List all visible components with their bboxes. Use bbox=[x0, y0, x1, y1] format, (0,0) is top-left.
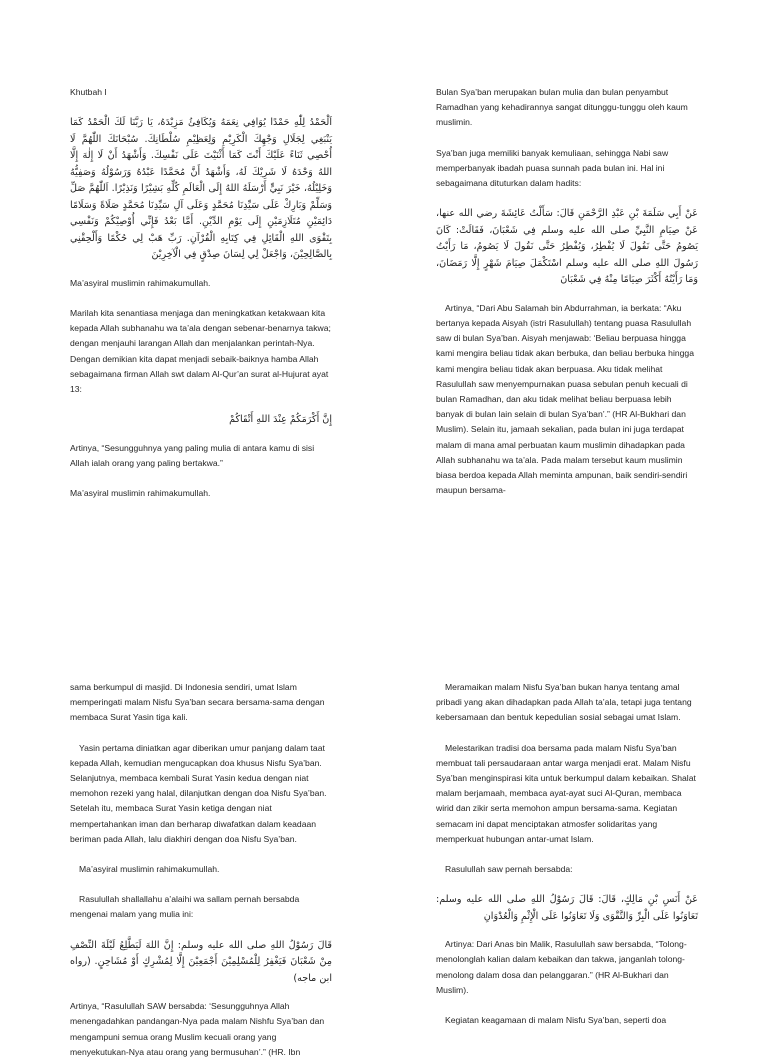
paragraph: Meramaikan malam Nisfu Sya’ban bukan hanya tentang amal pribadi yang akan dihadapkan pada Allah ta’ala, tetapi juga tentang kebersamaan dan bentuk kepedulian sosial sebagai umat Islam. bbox=[436, 682, 692, 723]
greeting-text: Ma’asyiral muslimin rahimakumullah. bbox=[79, 864, 220, 875]
paragraph: Kegiatan keagamaan di malam Nisfu Sya’ban, seperti doa bbox=[445, 1015, 667, 1026]
paragraph: Rasulullah saw pernah bersabda: bbox=[445, 864, 573, 875]
verse-translation: Artinya, “Sesungguhnya yang paling mulia di antara kamu di sisi Allah ialah orang yang paling bertakwa.” bbox=[70, 442, 315, 468]
page1-left-column bbox=[70, 85, 332, 516]
paragraph: Rasulullah shallallahu a’alaihi wa sallam pernah bersabda mengenai malam yang mulia ini: bbox=[70, 894, 300, 920]
greeting-text: Ma’asyiral muslimin rahimakumullah. bbox=[70, 488, 211, 499]
opening-arabic-text: اَلْحَمْدُ لِلّٰهِ حَمْدًا يُوَافِي نِعَمَهُ وَيُكَافِئُ مَزِيْدَهُ، يَا رَبَّنَا لَكَ الْحَمْدُ كَمَا يَنْبَغِي لِجَلَالِ وَجْهِكَ الْكَرِيْمِ وَلِعَظِيْمِ سُلْطَانِكَ. سُبْحَانَكَ اللّٰهُمَّ لَا أُحْصِي ثَنَاءً عَلَيْكَ أَنْتَ كَمَا أَثْنَيْتَ عَلَى نَفْسِكَ. وَأَشْهَدُ أَنْ لَا إِلٰهَ إِلَّا اللهُ وَحْدَهُ لَا شَرِيْكَ لَهُ، وَأَشْهَدُ أَنَّ مُحَمَّدًا عَبْدُهُ وَرَسُوْلُهُ وَصَفِيُّهُ وَخَلِيْلُهُ، خَيْرَ نَبِيٍّ أَرْسَلَهُ اللهُ إِلَى الْعَالَمِ كُلِّهِ بَشِيْرًا وَنَذِيْرًا. اَللّٰهُمَّ صَلِّ وَسَلِّمْ وَبَارِكْ عَلَى سَيِّدِنَا مُحَمَّدٍ وَعَلَى آلِ سَيِّدِنَا مُحَمَّدٍ صَلَاةً وَسَلَامًا دَائِمَيْنِ مُتَلَازِمَيْنِ إِلَى يَوْمِ الدِّيْنِ. أَمَّا بَعْدُ فَإِنِّي أُوْصِيْكُمْ وَنَفْسِي بِتَقْوَى اللهِ الْقَائِلِ فِي كِتَابِهِ الْقُرْآنِ. رَبِّ هَبْ لِي حُكْمًا وَأَلْحِقْنِي بِالصَّالِحِيْنَ، وَاجْعَلْ لِي لِسَانَ صِدْقٍ فِي الْآخِرِيْنَ bbox=[70, 117, 332, 261]
paragraph: Bulan Sya’ban merupakan bulan mulia dan bulan penyambut Ramadhan yang kehadirannya sangat ditunggu-tunggu oleh kaum muslimin. bbox=[436, 87, 688, 128]
paragraph: Yasin pertama diniatkan agar diberikan umur panjang dalam taat kepada Allah, kemudian mengucapkan doa khusus Nisfu Sya’ban. Selanjutnya, membaca kembali Surat Yasin kedua dengan niat memohon rezeki yang halal, dilanjutkan dengan doa Nisfu Sya’ban. Setelah itu, membaca Surat Yasin ketiga dengan niat mempertahankan iman dan berharap diwafatkan dalam keadaan beriman pada Allah, lalu diakhiri dengan doa Nisfu Sya’ban. bbox=[70, 742, 327, 844]
hadith-translation: Artinya: Dari Anas bin Malik, Rasulullah saw bersabda, “Tolong-menolonglah kalian dalam kebaikan dan takwa, janganlah tolong-menolong dalam dosa dan pelanggaran.” (HR Al-Bukhari dan Muslim). bbox=[436, 939, 687, 995]
hadith-arabic-text: عَنْ أَبِي سَلَمَةَ بْنِ عَبْدِ الرَّحْمَنِ قَالَ: سَأَلْتُ عَائِشَةَ رضي الله عنها، عَنْ صِيَامِ النَّبِيِّ صلى الله عليه وسلم فِي شَعْبَانَ، فَقَالَتْ: كَانَ يَصُومُ حَتَّى نَقُولَ لَا يُفْطِرُ، وَيُفْطِرُ حَتَّى نَقُولَ لَا يَصُومُ، مَا رَأَيْتُ رَسُولَ اللهِ صلى الله عليه وسلم اسْتَكْمَلَ صِيَامَ شَهْرٍ إِلَّا رَمَضَانَ، وَمَا رَأَيْتُهُ أَكْثَرَ صِيَامًا مِنْهُ فِي شَعْبَانَ bbox=[436, 208, 698, 286]
page2-right-column bbox=[436, 680, 698, 1024]
hadith-arabic-text: قَالَ رَسُوْلُ اللهِ صلى الله عليه وسلم: إِنَّ اللهَ لَيَطَّلِعُ لَيْلَةَ النِّصْفِ مِنْ شَعْبَانَ فَيَغْفِرُ لِلْمُسْلِمِيْنَ أَجْمَعِيْنَ إِلَّا لِمُشْرِكٍ أَوْ مُشَاحِنٍ. (رواه ابن ماجه) bbox=[70, 939, 332, 984]
hadith-arabic-text: عَنْ أَنَسِ بْنِ مَالِكٍ، قَالَ: قَالَ رَسُوْلُ اللهِ صلى الله عليه وسلم: تَعَاوَنُوا عَلَى الْبِرِّ وَالتَّقْوَى وَلَا تَعَاوَنُوا عَلَى الْإِثْمِ وَالْعُدْوَانِ bbox=[436, 894, 698, 922]
hadith-translation: Artinya, “Dari Abu Salamah bin Abdurrahman, ia berkata: “Aku bertanya kepada Aisyah (istri Rasulullah) tentang puasa Rasulullah saw di bulan Sya’ban. Aisyah menjawab: ‘Beliau berpuasa hingga kami mengira beliau tidak akan berbuka, dan beliau berbuka hingga kami mengira beliau tidak akan berpuasa. Aku tidak melihat Rasulullah saw menyempurnakan puasa sebulan penuh kecuali di bulan Ramadhan, dan aku tidak melihat beliau berpuasa lebih banyak di bulan lain selain di bulan Sya’ban’.” (HR Al-Bukhari dan Muslim). Selain itu, jamaah sekalian, pada bulan ini juga terdapat malam di mana amal perbuatan kaum muslimin dihadapkan pada Allah subhanahu wa ta’ala. Pada malam tersebut kaum muslimin biasa berdoa kepada Allah meminta ampunan, baik sendiri-sendiri maupun bersama- bbox=[436, 302, 694, 496]
page2-left-column bbox=[70, 680, 332, 1057]
khutbah-heading: Khutbah I bbox=[70, 87, 107, 97]
page1-right-column bbox=[436, 85, 698, 497]
hadith-translation: Artinya, “Rasulullah SAW bersabda: ‘Sesungguhnya Allah menengadahkan pandangan-Nya pada malam Nishfu Sya’ban dan mengampuni semua orang Muslim kecuali orang yang menyekutukan-Nya atau orang yang bermusuhan’.” (HR. Ibn bbox=[70, 1001, 325, 1057]
paragraph: Sya’ban juga memiliki banyak kemuliaan, sehingga Nabi saw memperbanyak ibadah puasa sunnah pada bulan ini. Hal ini sebagaimana dituturkan dalam hadits: bbox=[436, 147, 669, 189]
paragraph: sama berkumpul di masjid. Di Indonesia sendiri, umat Islam memperingati malam Nisfu Sya’ban secara bersama-sama dengan membaca Surat Yasin tiga kali. bbox=[70, 682, 325, 723]
greeting-text: Ma’asyiral muslimin rahimakumullah. bbox=[70, 277, 211, 288]
paragraph: Melestarikan tradisi doa bersama pada malam Nisfu Sya’ban membuat tali persaudaraan antar warga menjadi erat. Malam Nisfu Sya’ban menginspirasi kita untuk berkumpul dalam kebaikan. Shalat malam berjamaah, membaca ayat-ayat suci Al-Quran, membaca wirid dan zikir serta memohon ampun bersama-sama. Kegiatan semacam ini dapat menciptakan atmosfer solidaritas yang memperkuat hubungan antar-umat Islam. bbox=[436, 742, 696, 844]
paragraph: Marilah kita senantiasa menjaga dan meningkatkan ketakwaan kita kepada Allah subhanahu wa ta’ala dengan sebenar-benarnya takwa; dengan menjauhi larangan Allah dan menjalankan perintah-Nya. Dengan demikian kita dapat menjadi sebaik-baiknya hamba Allah sebagaimana firman Allah swt dalam Al-Qur’an surat al-Hujurat ayat 13: bbox=[70, 307, 331, 394]
verse-arabic-text: إِنَّ أَكْرَمَكُمْ عِنْدَ اللهِ أَتْقَاكُمْ bbox=[229, 414, 332, 426]
